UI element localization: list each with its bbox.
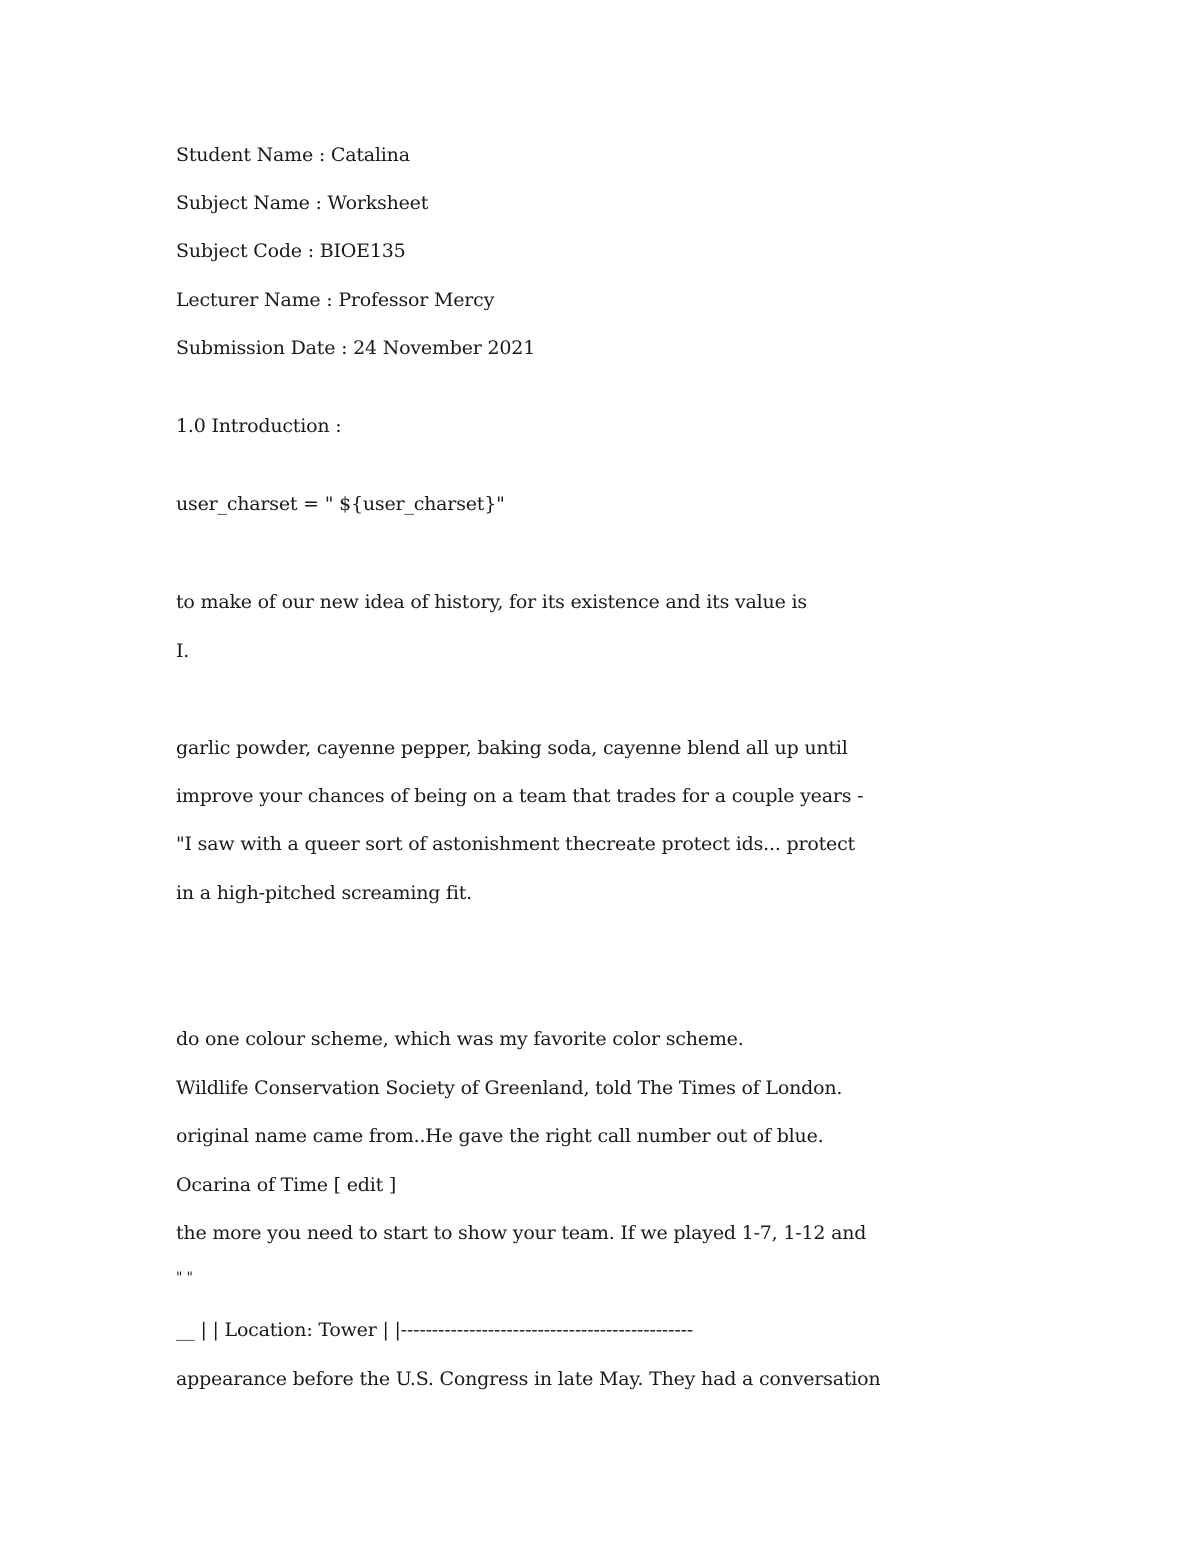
submission-date: Submission Date : 24 November 2021 (176, 337, 536, 359)
body-line: garlic powder, cayenne pepper, baking soda, cayenne blend all up until (176, 737, 848, 759)
body-line: Ocarina of Time [ edit ] (176, 1174, 397, 1196)
subject-name: Subject Name : Worksheet (176, 192, 429, 214)
body-line: the more you need to start to show your team. If we played 1-7, 1-12 and (176, 1222, 867, 1244)
lecturer-name: Lecturer Name : Professor Mercy (176, 289, 495, 311)
body-line: "I saw with a queer sort of astonishment thecreate protect ids... protect (176, 833, 855, 855)
body-line: original name came from..He gave the right call number out of blue. (176, 1125, 824, 1147)
body-line: do one colour scheme, which was my favorite color scheme. (176, 1028, 744, 1050)
subject-code: Subject Code : BIOE135 (176, 240, 406, 262)
body-line: Wildlife Conservation Society of Greenland, told The Times of London. (176, 1077, 843, 1099)
student-name: Student Name : Catalina (176, 144, 410, 166)
body-line: I. (176, 640, 190, 662)
body-line: __ | | Location: Tower | |----------------------------------------------- (176, 1319, 694, 1341)
body-line: " " (176, 1270, 193, 1286)
body-line: appearance before the U.S. Congress in late May. They had a conversation (176, 1368, 881, 1390)
body-line: improve your chances of being on a team that trades for a couple years - (176, 785, 864, 807)
section-heading: 1.0 Introduction : (176, 415, 342, 437)
code-line: user_charset = " ${user_charset}" (176, 493, 505, 515)
body-line: in a high-pitched screaming fit. (176, 882, 473, 904)
body-line: to make of our new idea of history, for its existence and its value is (176, 591, 807, 613)
